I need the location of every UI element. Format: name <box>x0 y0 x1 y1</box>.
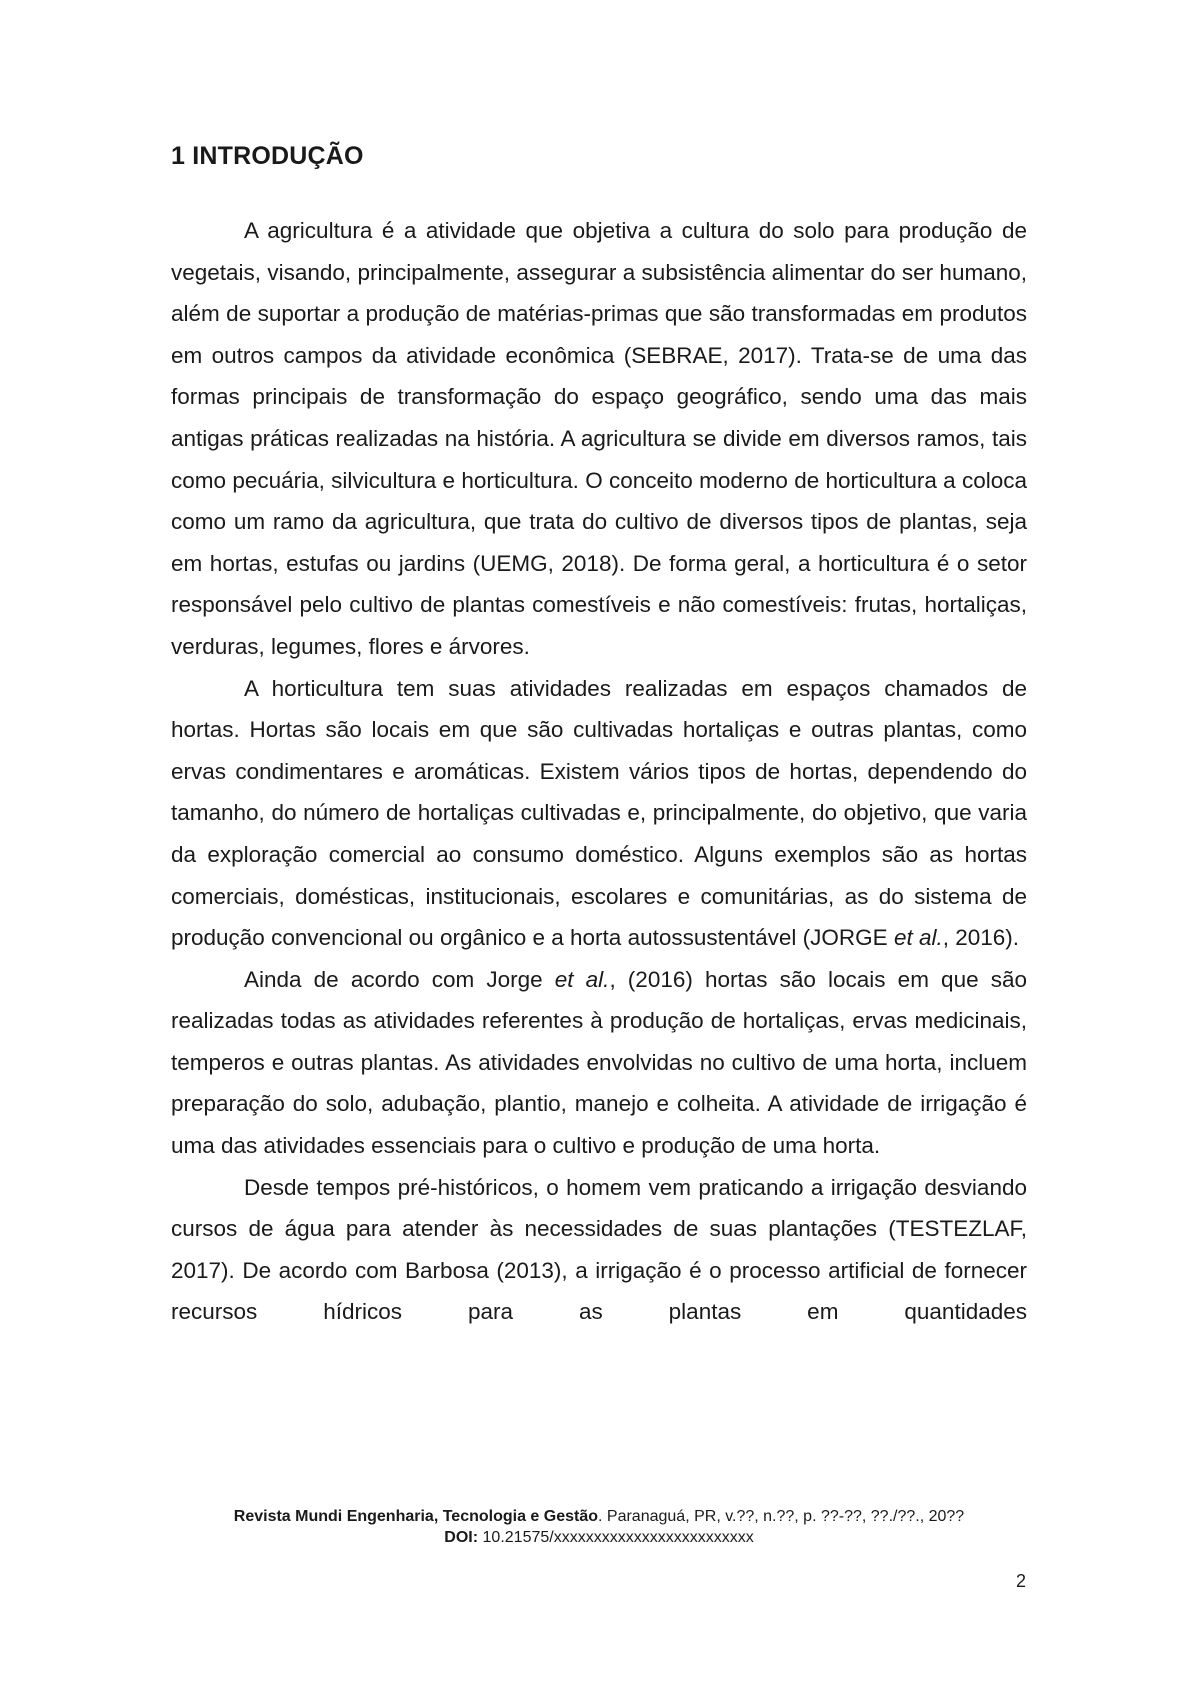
text-segment: , 2016). <box>942 925 1020 951</box>
text-segment: Ainda de acordo com Jorge <box>244 966 555 992</box>
body-text <box>171 210 1027 1333</box>
paragraph-3 <box>171 959 1027 1167</box>
italic-segment: et al. <box>893 925 943 951</box>
journal-name: Revista Mundi Engenharia, Tecnologia e Gestão <box>233 1508 599 1525</box>
paragraph-1 <box>171 210 1027 668</box>
text-segment: Desde tempos pré-históricos, o homem vem praticando a irrigação desviando cursos de água para atender às necessidades de suas plantações (TESTEZLAF, 2017). De acordo com Barbosa (2013), a irrigação é o processo artificial de fornecer recursos hídricos para as plantas em quantidades <box>171 1174 1027 1325</box>
italic-segment: et al. <box>554 966 610 992</box>
doi-label: DOI: <box>444 1529 479 1546</box>
page-number: 2 <box>1015 1571 1026 1591</box>
text-segment: A horticultura tem suas atividades realizadas em espaços chamados de hortas. Hortas são locais em que são cultivadas hortaliças e outras plantas, como ervas condimentares e aromáticas. Existem vários tipos de hortas, dependendo do tamanho, do número de hortaliças cultivadas e, principalmente, do objetivo, que varia da exploração comercial ao consumo doméstico. Alguns exemplos são as hortas comerciais, domésticas, institucionais, escolares e comunitárias, as do sistema de produção convencional ou orgânico e a horta autossustentável (JORGE <box>171 675 1027 951</box>
footer-citation-line <box>171 1506 1027 1527</box>
paragraph-2 <box>171 668 1027 959</box>
doi-value: 10.21575/xxxxxxxxxxxxxxxxxxxxxxxxx <box>478 1529 754 1546</box>
text-segment: A agricultura é a atividade que objetiva a cultura do solo para produção de vegetais, visando, principalmente, assegurar a subsistência alimentar do ser humano, além de suportar a produção de matérias-primas que são transformadas em produtos em outros campos da atividade econômica (SEBRAE, 2017). Trata-se de uma das formas principais de transformação do espaço geográfico, sendo uma das mais antigas práticas realizadas na história. A agricultura se divide em diversos ramos, tais como pecuária, silvicultura e horticultura. O conceito moderno de horticultura a coloca como um ramo da agricultura, que trata do cultivo de diversos tipos de plantas, seja em hortas, estufas ou jardins (UEMG, 2018). De forma geral, a horticultura é o setor responsável pelo cultivo de plantas comestíveis e não comestíveis: frutas, hortaliças, verduras, legumes, flores e árvores. <box>171 218 1027 659</box>
paragraph-4 <box>171 1167 1027 1333</box>
journal-footer <box>171 1506 1027 1548</box>
footer-doi-line <box>171 1527 1027 1548</box>
section-heading: 1 INTRODUÇÃO <box>171 142 364 170</box>
journal-citation: . Paranaguá, PR, v.??, n.??, p. ??-??, ??./??., 20?? <box>598 1508 965 1525</box>
text-segment: , (2016) hortas são locais em que são realizadas todas as atividades referentes à produção de hortaliças, ervas medicinais, temperos e outras plantas. As atividades envolvidas no cultivo de uma horta, incluem preparação do solo, adubação, plantio, manejo e colheita. A atividade de irrigação é uma das atividades essenciais para o cultivo e produção de uma horta. <box>171 966 1027 1159</box>
